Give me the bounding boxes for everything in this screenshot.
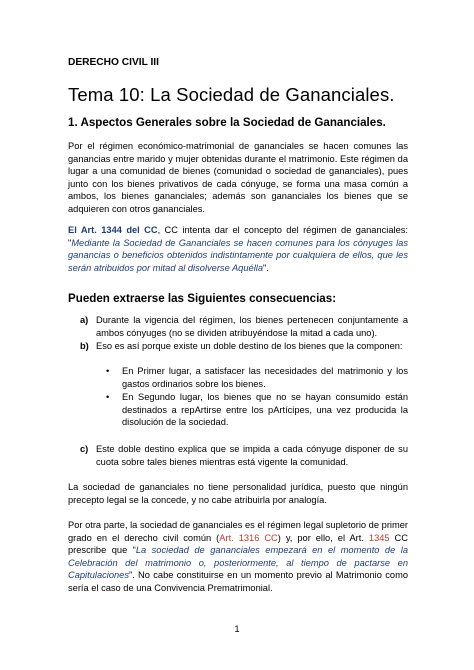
- paragraph-supletorio: [68, 519, 408, 595]
- list-marker: a): [80, 315, 89, 325]
- bullet-item-1: [96, 365, 408, 390]
- list-item-a: [68, 314, 408, 339]
- course-header: DERECHO CIVIL III: [68, 57, 159, 68]
- bullet-icon: •: [106, 392, 110, 402]
- paragraph-text: Por otra parte, la sociedad de gananciales es el régimen legal supletorio de primer grado en el derecho civil común (: [68, 520, 408, 543]
- paragraph-text: ) y, por ello, el Art.: [277, 532, 369, 543]
- article-reference-1345: 1345: [368, 532, 390, 543]
- article-reference: El Art. 1344 del CC: [68, 225, 158, 235]
- paragraph-intro: Por el régimen económico-matrimonial de gananciales se hacen comunes las ganancias entre marido y mujer obtenidas durante el matrimonio. Este régimen da lugar a una comunidad de bienes (comunidad o sociedad de gananciales), pues junto con los bienes privativos de cada cónyuge, se forma una masa común a ambos, los bienes gananciales; además son gananciales los bienes que se adquieren con otros gananciales.: [68, 141, 408, 214]
- list-marker: c): [80, 444, 89, 454]
- paragraph-art-1344: [68, 224, 408, 274]
- article-quote: La sociedad de gananciales empezará en el momento de la Celebración del matrimonio o, posteriormente, al tiempo de pactarse en Capitulaciones: [68, 545, 408, 581]
- paragraph-text: ”. No cabe constituirse en un momento previo al Matrimonio como sería el caso de una Convivencia Prematrimonial.: [68, 570, 408, 593]
- list-marker: b): [80, 341, 89, 351]
- bullet-icon: •: [106, 366, 110, 376]
- bullet-item-2: [96, 391, 408, 429]
- paragraph-text: CC prescribe que “: [68, 532, 408, 556]
- article-quote: Mediante la Sociedad de Gananciales se hacen comunes para los cónyuges las ganancias o beneficios obtenidos indistintamente por cualquiera de ellos, que les serán atribuidos por mitad al disolverse Aquélla: [68, 237, 408, 273]
- page-number: 1: [234, 624, 240, 634]
- paragraph-text: , CC intenta dar el concepto del régimen de gananciales: ": [68, 225, 408, 248]
- list-item-text: Eso es así porque existe un doble destino de los bienes que la componen:: [96, 341, 403, 351]
- list-item-b: [68, 340, 408, 353]
- page-title: Tema 10: La Sociedad de Gananciales.: [68, 84, 395, 105]
- bullet-text: En Segundo lugar, los bienes que no se hayan consumido están destinados a repArtirse entre los pArtícipes, una vez producida la disolución de la sociedad.: [122, 392, 408, 428]
- paragraph-text: ".: [263, 262, 269, 273]
- article-reference-1316: Art. 1316 CC: [219, 532, 278, 543]
- section-heading: 1. Aspectos Generales sobre la Sociedad de Gananciales.: [68, 116, 386, 129]
- bullet-text: En Primer lugar, a satisfacer las necesidades del matrimonio y los gastos ordinarios sobre los bienes.: [122, 366, 408, 389]
- consequences-heading: Pueden extraerse las Siguientes consecuencias:: [68, 292, 337, 305]
- list-item-text: Durante la vigencia del régimen, los bienes pertenecen conjuntamente a ambos cónyuges (no se dividen atribuyéndose la mitad a cada uno).: [96, 315, 408, 338]
- list-item-c: [68, 443, 408, 468]
- paragraph-legal-personality: La sociedad de gananciales no tiene personalidad jurídica, puesto que ningún precepto legal se la concede, y no cabe atribuirla por analogía.: [68, 482, 408, 505]
- list-item-text: Este doble destino explica que se impida a cada cónyuge disponer de su cuota sobre tales bienes mientras está vigente la comunidad.: [96, 444, 408, 467]
